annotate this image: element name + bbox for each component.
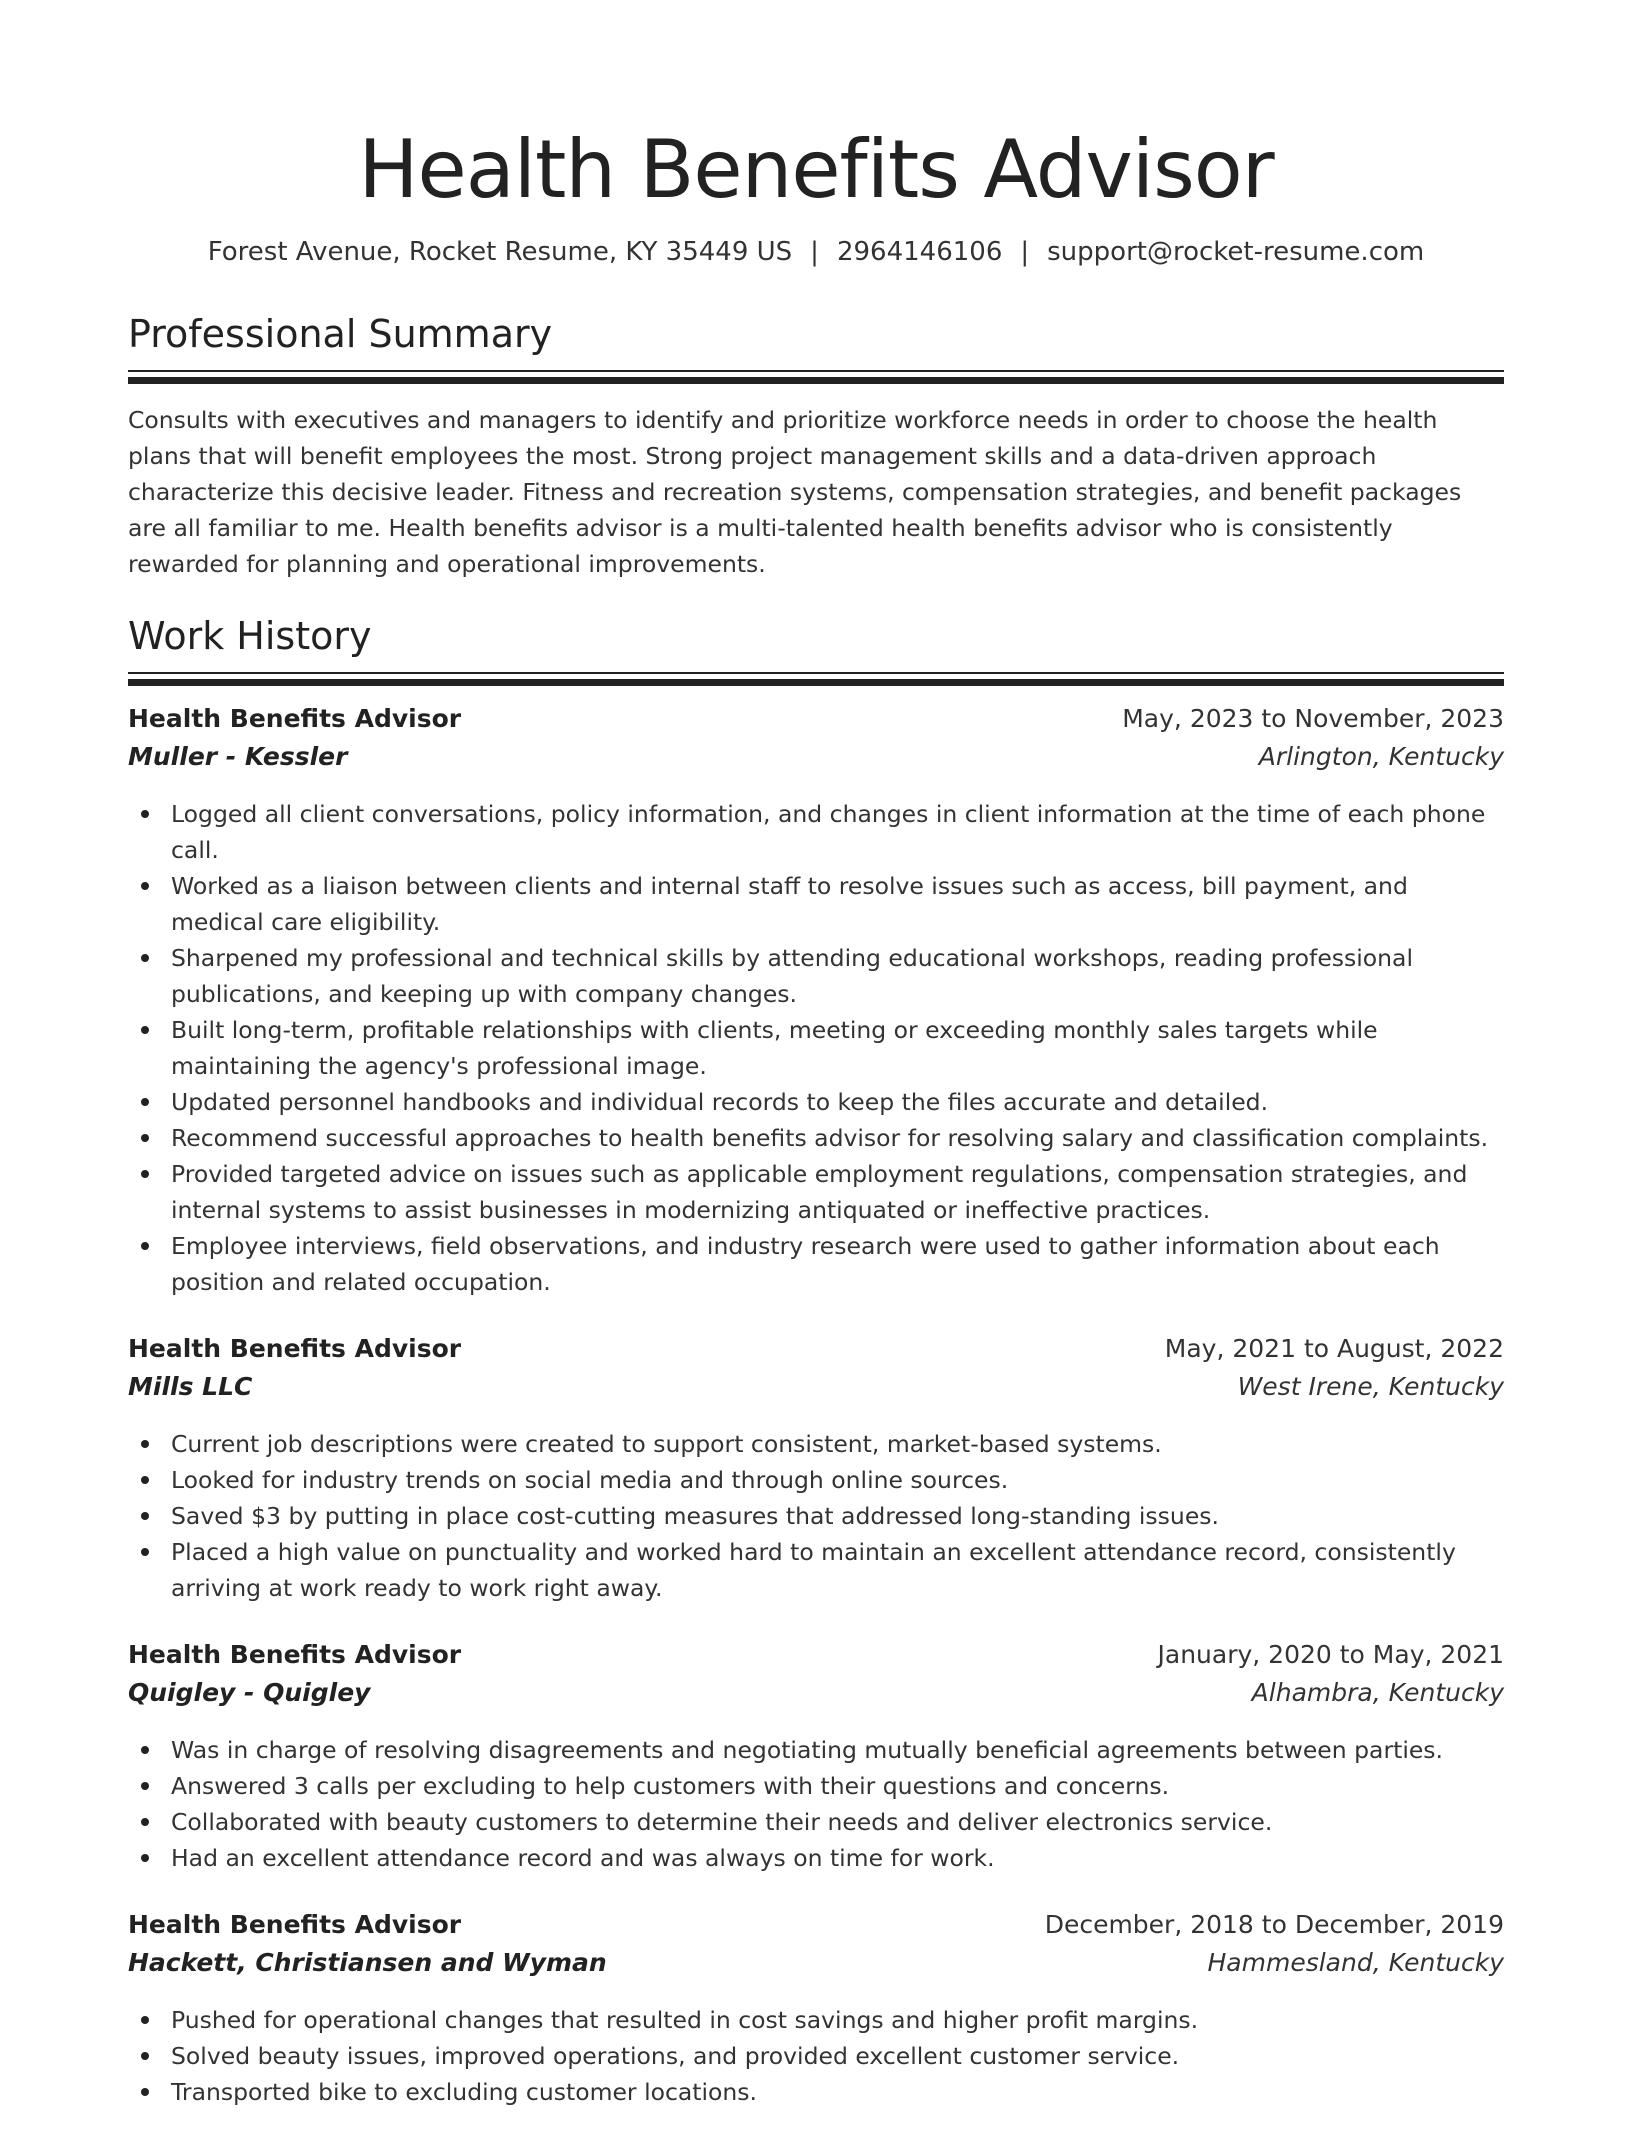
contact-separator: | <box>810 237 819 267</box>
job-dates: December, 2018 to December, 2019 <box>1044 1910 1504 1939</box>
job-bullet: Updated personnel handbooks and individual records to keep the files accurate and detailed. <box>171 1084 1504 1120</box>
job-bullet-list <box>128 796 1504 1300</box>
job-bullet: Looked for industry trends on social media and through online sources. <box>171 1462 1504 1498</box>
job-company: Quigley - Quigley <box>128 1678 371 1707</box>
job-title-row <box>128 1910 1504 1948</box>
job-title-row <box>128 704 1504 742</box>
section-divider <box>128 672 1504 674</box>
job-bullet: Was in charge of resolving disagreements and negotiating mutually beneficial agreements between parties. <box>171 1732 1504 1768</box>
job-bullet: Built long-term, profitable relationships with clients, meeting or exceeding monthly sales targets while maintaining the agency's professional image. <box>171 1012 1504 1084</box>
job-location: Hammesland, Kentucky <box>1207 1948 1504 1977</box>
section-divider-thick <box>128 679 1504 686</box>
job-bullet: Employee interviews, field observations, and industry research were used to gather information about each position and related occupation. <box>171 1228 1504 1300</box>
job-location: West Irene, Kentucky <box>1237 1372 1504 1401</box>
job-company: Hackett, Christiansen and Wyman <box>128 1948 607 1977</box>
job-dates: January, 2020 to May, 2021 <box>1157 1640 1504 1669</box>
job-bullet: Transported bike to excluding customer locations. <box>171 2074 1504 2110</box>
job-bullet: Had an excellent attendance record and was always on time for work. <box>171 1840 1504 1876</box>
contact-email: support@rocket-resume.com <box>1047 237 1425 267</box>
job-company-row <box>128 1948 1504 1986</box>
contact-separator: | <box>1020 237 1030 267</box>
summary-text: Consults with executives and managers to identify and prioritize workforce needs in order to choose the health plans that will benefit employees the most. Strong project management skills and a data-driven approach characterize this decisive leader. Fitness and recreation systems, compensation strategies, and benefit packages are all familiar to me. Health benefits advisor is a multi-talented health benefits advisor who is consistently rewarded for planning and operational improvements. <box>128 406 1462 578</box>
job-dates: May, 2021 to August, 2022 <box>1164 1334 1504 1363</box>
job-bullet-list <box>128 1732 1504 1876</box>
job-bullet: Answered 3 calls per excluding to help customers with their questions and concerns. <box>171 1768 1504 1804</box>
section-title-summary: Professional Summary <box>128 312 553 356</box>
contact-line <box>128 234 1504 270</box>
section-title-work-history: Work History <box>128 614 372 658</box>
section-divider <box>128 370 1504 372</box>
job-title: Health Benefits Advisor <box>128 1910 462 1939</box>
job-company-row <box>128 1678 1504 1716</box>
job-bullet-list <box>128 1426 1504 1606</box>
job-bullet: Provided targeted advice on issues such as applicable employment regulations, compensation strategies, and internal systems to assist businesses in modernizing antiquated or ineffective practices. <box>171 1156 1504 1228</box>
job-company: Mills LLC <box>128 1372 253 1401</box>
job-dates: May, 2023 to November, 2023 <box>1122 704 1504 733</box>
job-bullet: Pushed for operational changes that resulted in cost savings and higher profit margins. <box>171 2002 1504 2038</box>
job-company: Muller - Kessler <box>128 742 348 771</box>
job-company-row <box>128 1372 1504 1410</box>
resume-page <box>128 0 1504 2144</box>
job-title: Health Benefits Advisor <box>128 704 462 733</box>
job-entry <box>128 704 1504 1300</box>
job-title: Health Benefits Advisor <box>128 1640 462 1669</box>
section-divider-thick <box>128 377 1504 384</box>
job-bullet: Sharpened my professional and technical skills by attending educational workshops, reading professional publications, and keeping up with company changes. <box>171 940 1504 1012</box>
job-bullet-list <box>128 2002 1504 2110</box>
job-bullet: Worked as a liaison between clients and internal staff to resolve issues such as access, bill payment, and medical care eligibility. <box>171 868 1504 940</box>
job-title-row <box>128 1334 1504 1372</box>
job-title: Health Benefits Advisor <box>128 1334 462 1363</box>
job-bullet: Solved beauty issues, improved operations, and provided excellent customer service. <box>171 2038 1504 2074</box>
job-bullet: Placed a high value on punctuality and worked hard to maintain an excellent attendance record, consistently arriving at work ready to work right away. <box>171 1534 1504 1606</box>
job-bullet: Saved $3 by putting in place cost-cutting measures that addressed long-standing issues. <box>171 1498 1504 1534</box>
job-company-row <box>128 742 1504 780</box>
job-bullet: Collaborated with beauty customers to determine their needs and deliver electronics service. <box>171 1804 1504 1840</box>
job-bullet: Logged all client conversations, policy information, and changes in client information at the time of each phone call. <box>171 796 1504 868</box>
contact-phone: 2964146106 <box>836 237 1003 267</box>
job-bullet: Recommend successful approaches to health benefits advisor for resolving salary and classification complaints. <box>171 1120 1504 1156</box>
job-location: Alhambra, Kentucky <box>1251 1678 1504 1707</box>
job-title-row <box>128 1640 1504 1678</box>
job-entry <box>128 1640 1504 1876</box>
job-bullet: Current job descriptions were created to support consistent, market-based systems. <box>171 1426 1504 1462</box>
job-entry <box>128 1334 1504 1606</box>
job-entry <box>128 1910 1504 2110</box>
resume-name: Health Benefits Advisor <box>358 123 1274 216</box>
work-history-section <box>128 612 1504 2110</box>
job-list <box>128 704 1504 2110</box>
professional-summary-section <box>128 310 1504 582</box>
contact-address: Forest Avenue, Rocket Resume, KY 35449 US <box>207 237 793 267</box>
job-location: Arlington, Kentucky <box>1258 742 1504 771</box>
